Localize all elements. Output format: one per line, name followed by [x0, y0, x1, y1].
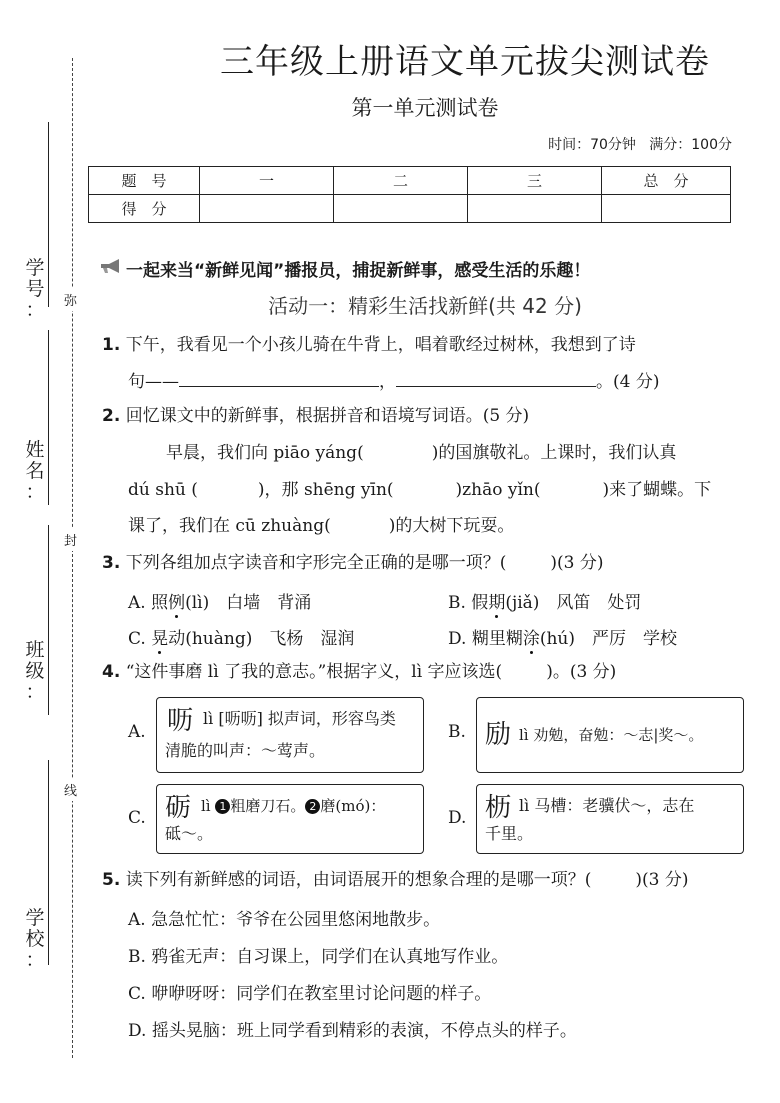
school-label: 学 校 ：: [25, 907, 45, 971]
score-table-cell: 总 分: [602, 167, 731, 195]
dictionary-char: 枥: [485, 793, 512, 823]
question-2-text: dú shū (: [128, 480, 198, 500]
dictionary-entry-b[interactable]: [476, 697, 744, 773]
question-2-line-3: [128, 514, 514, 538]
dictionary-def-line2: 清脆的叫声：～莺声。: [165, 741, 326, 760]
name-label: 姓 名 ：: [25, 439, 45, 503]
dictionary-char: 砺: [165, 793, 192, 823]
question-2-text: 早晨，我们向 piāo yáng(: [166, 443, 364, 463]
option-b[interactable]: [448, 588, 641, 613]
option-text: 动(huàng) 飞杨 湿润: [168, 629, 355, 649]
question-number: 4.: [102, 662, 121, 682]
dictionary-sense: 粗磨刀石。: [230, 797, 306, 815]
dictionary-def-line1: lì 劝勉，奋勉：～志|奖～。: [519, 726, 704, 744]
school-line[interactable]: [48, 760, 49, 965]
trumpet-icon: [100, 258, 122, 274]
exam-meta: [548, 134, 732, 154]
dictionary-entry-a[interactable]: [156, 697, 424, 773]
dictionary-def-line2: 千里。: [485, 824, 534, 843]
option-c[interactable]: [128, 624, 354, 649]
option-text: B. 假: [448, 593, 489, 613]
option-text: A. 照: [128, 593, 169, 613]
question-3: [102, 551, 603, 575]
option-a[interactable]: [128, 588, 311, 613]
activity-title: 活动一：精彩生活找新鲜(共 42 分): [268, 294, 582, 318]
dotted-char: 例: [168, 593, 186, 613]
score-table-header-row: [89, 167, 731, 195]
dictionary-def-line1: [201, 793, 385, 819]
question-3-points: )(3 分): [550, 553, 604, 573]
question-5-stem: 读下列有新鲜感的词语，由词语展开的想象合理的是哪一项？(: [125, 870, 592, 890]
option-d[interactable]: D. 摇头晃脑：班上同学看到精彩的表演，不停点头的样子。: [128, 1021, 577, 1041]
option-text: (hú) 严厉 学校: [539, 629, 678, 649]
option-text: (jiǎ) 风笛 处罚: [505, 593, 642, 613]
question-1: [102, 333, 636, 357]
question-4: [102, 660, 616, 684]
score-table-cell: 一: [200, 167, 334, 195]
name-line[interactable]: [48, 330, 49, 505]
question-3-stem: 下列各组加点字读音和字形完全正确的是哪一项？(: [125, 553, 507, 573]
section-banner: 一起来当“新鲜见闻”播报员，捕捉新鲜事，感受生活的乐趣！: [126, 261, 591, 281]
score-input-cell[interactable]: [468, 195, 602, 223]
dictionary-pinyin: lì: [201, 797, 216, 815]
question-2: [102, 404, 529, 428]
question-1-prefix: 句——: [128, 372, 179, 392]
seal-char-xian: 线: [64, 778, 77, 801]
dotted-char: 晃: [151, 629, 169, 649]
time-label: 时间：70分钟: [548, 137, 636, 153]
question-1-points: 。(4 分): [596, 372, 660, 392]
score-table-cell: 得 分: [89, 195, 200, 223]
question-1-stem: 下午，我看见一个小孩儿骑在牛背上，唱着歌经过树林，我想到了诗: [125, 335, 636, 355]
poem-blank-2[interactable]: [396, 368, 596, 387]
question-2-text: )的国旗敬礼。上课时，我们认真: [431, 443, 677, 463]
page-title: 三年级上册语文单元拔尖测试卷: [220, 42, 710, 82]
question-5-points: )(3 分): [635, 870, 689, 890]
question-1-comma: ，: [379, 372, 396, 392]
question-2-text: )来了蝴蝶。下: [602, 480, 712, 500]
option-d-label[interactable]: D.: [448, 808, 467, 828]
question-2-stem: 回忆课文中的新鲜事，根据拼音和语境写词语。(5 分): [125, 406, 530, 426]
option-text: D. 糊里糊: [448, 629, 523, 649]
class-label: 班 级 ：: [25, 639, 45, 703]
question-2-text: )的大树下玩耍。: [388, 516, 515, 536]
binding-dashed-line: [72, 58, 73, 1058]
question-2-text: )，那 shēng yīn(: [257, 480, 394, 500]
option-b-label[interactable]: B.: [448, 722, 466, 742]
sense-number-1-icon: 1: [215, 799, 230, 814]
option-text: (lì) 白墙 背涌: [185, 593, 312, 613]
option-a[interactable]: A. 急急忙忙：爷爷在公园里悠闲地散步。: [128, 910, 441, 930]
option-a-label[interactable]: A.: [128, 722, 146, 742]
question-4-points: )。(3 分): [546, 662, 617, 682]
option-b[interactable]: B. 鸦雀无声：自习课上，同学们在认真地写作业。: [128, 947, 509, 967]
question-4-stem: “这件事磨 lì 了我的意志。”根据字义，lì 字应该选(: [125, 662, 503, 682]
dictionary-entry-d[interactable]: [476, 784, 744, 854]
dictionary-char: 励: [485, 720, 512, 750]
dictionary-def-line1: lì 马槽：老骥伏～，志在: [519, 796, 695, 815]
class-line[interactable]: [48, 525, 49, 715]
dotted-char: 涂: [522, 629, 540, 649]
score-input-cell[interactable]: [602, 195, 731, 223]
question-number: 5.: [102, 870, 121, 890]
question-5: [102, 868, 688, 892]
dictionary-entry-c[interactable]: [156, 784, 424, 854]
unit-subtitle: 第一单元测试卷: [351, 96, 499, 120]
question-1-answer-line: [128, 368, 659, 394]
dictionary-char: 呖: [167, 706, 194, 736]
question-2-line-2: [128, 478, 711, 502]
dotted-char: 期: [488, 593, 506, 613]
seal-char-feng: 封: [64, 528, 77, 551]
student-id-label: 学 号 ：: [25, 257, 45, 321]
question-number: 1.: [102, 335, 121, 355]
sense-number-2-icon: 2: [305, 799, 320, 814]
option-d[interactable]: [448, 624, 677, 649]
seal-char-mi: 弥: [64, 288, 77, 311]
score-table-cell: 题 号: [89, 167, 200, 195]
question-number: 3.: [102, 553, 121, 573]
option-c[interactable]: C. 咿咿呀呀：同学们在教室里讨论问题的样子。: [128, 984, 492, 1004]
dictionary-sense: 磨(mó)：: [320, 797, 386, 815]
option-text: C.: [128, 629, 152, 649]
question-2-text: 课了，我们在 cū zhuàng(: [128, 516, 331, 536]
dictionary-def-line1: lì [呖呖] 拟声词，形容鸟类: [203, 709, 396, 728]
score-label: 满分：100分: [649, 137, 732, 153]
student-id-line[interactable]: [48, 122, 49, 307]
score-input-cell[interactable]: [200, 195, 334, 223]
score-input-cell[interactable]: [334, 195, 468, 223]
score-table-score-row: [89, 195, 731, 223]
question-2-line-1: [166, 441, 676, 465]
score-table-cell: 三: [468, 167, 602, 195]
option-c-label[interactable]: C.: [128, 808, 146, 828]
question-2-text: )zhāo yǐn(: [455, 480, 541, 500]
score-table: [88, 166, 731, 223]
score-table-cell: 二: [334, 167, 468, 195]
question-number: 2.: [102, 406, 121, 426]
poem-blank-1[interactable]: [179, 368, 379, 387]
dictionary-def-line2: 砥～。: [165, 824, 214, 843]
